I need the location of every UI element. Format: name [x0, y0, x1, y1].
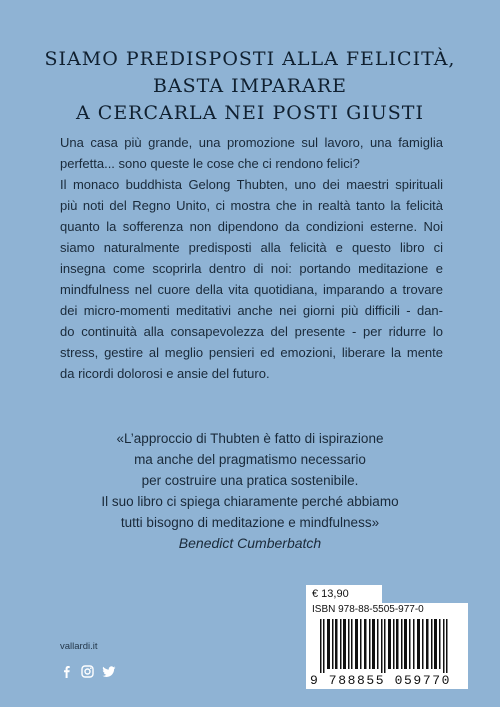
testimonial-quote: [0, 428, 500, 554]
blurb-line: siamo naturalmente predisposti alla felicità e questo libro ci: [60, 240, 443, 255]
headline: [0, 46, 500, 127]
quote-line-4: Il suo libro ci spiega chiaramente perché abbiamo: [101, 494, 399, 509]
barcode-digits: 9 788855 059770: [310, 673, 452, 688]
blurb-line: stress, gestire al meglio pensieri ed emozioni, liberare la mente: [60, 345, 443, 360]
blurb-line: Una casa più grande, una promozione sul lavoro, una famiglia: [60, 135, 443, 150]
quote-line-1: «L’approccio di Thubten è fatto di ispirazione: [116, 431, 384, 446]
headline-line-2: BASTA IMPARARE: [152, 75, 348, 97]
blurb-line: perfetta... sono queste le cose che ci rendono felici?: [60, 156, 360, 171]
instagram-icon[interactable]: [81, 663, 94, 676]
quote-author: Benedict Cumberbatch: [178, 535, 322, 551]
barcode-icon: [314, 619, 460, 673]
blurb-line: più noti del Regno Unito, ci mostra che in realtà tanto la felicità: [60, 198, 443, 213]
quote-line-5: tutti bisogno di meditazione e mindfulness»: [120, 515, 380, 530]
twitter-icon[interactable]: [102, 663, 115, 676]
quote-line-3: per costruire una pratica sostenibile.: [141, 473, 359, 488]
blurb-line: Il monaco buddhista Gelong Thubten, uno dei maestri spirituali: [60, 177, 443, 192]
blurb-line: quanto la sofferenza non dipendono da condizioni esterne. Noi: [60, 219, 443, 234]
blurb: [60, 132, 443, 384]
isbn-number: ISBN 978-88-5505-977-0: [312, 604, 424, 615]
headline-line-3: A CERCARLA NEI POSTI GIUSTI: [76, 102, 424, 124]
quote-line-2: ma anche del pragmatismo necessario: [134, 452, 366, 467]
blurb-line: dei micro-momenti meditativi anche nei giorni più difficili - dan-: [60, 303, 443, 318]
blurb-line: mindfulness nel cuore della vita quotidiana, imparando a trovare: [60, 282, 443, 297]
publisher-website[interactable]: vallardi.it: [60, 641, 98, 652]
social-links: [60, 663, 115, 676]
headline-line-1: SIAMO PREDISPOSTI ALLA FELICITÀ,: [44, 48, 456, 70]
facebook-icon[interactable]: [60, 663, 73, 676]
barcode-panel: [306, 603, 468, 689]
price-label: € 13,90: [306, 585, 382, 603]
blurb-line: insegna come scoprirla dentro di noi: portando meditazione e: [60, 261, 443, 276]
blurb-line: do continuità alla consapevolezza del presente - per ridurre lo: [60, 324, 443, 339]
blurb-line: da ricordi dolorosi e ansie del futuro.: [60, 366, 270, 381]
